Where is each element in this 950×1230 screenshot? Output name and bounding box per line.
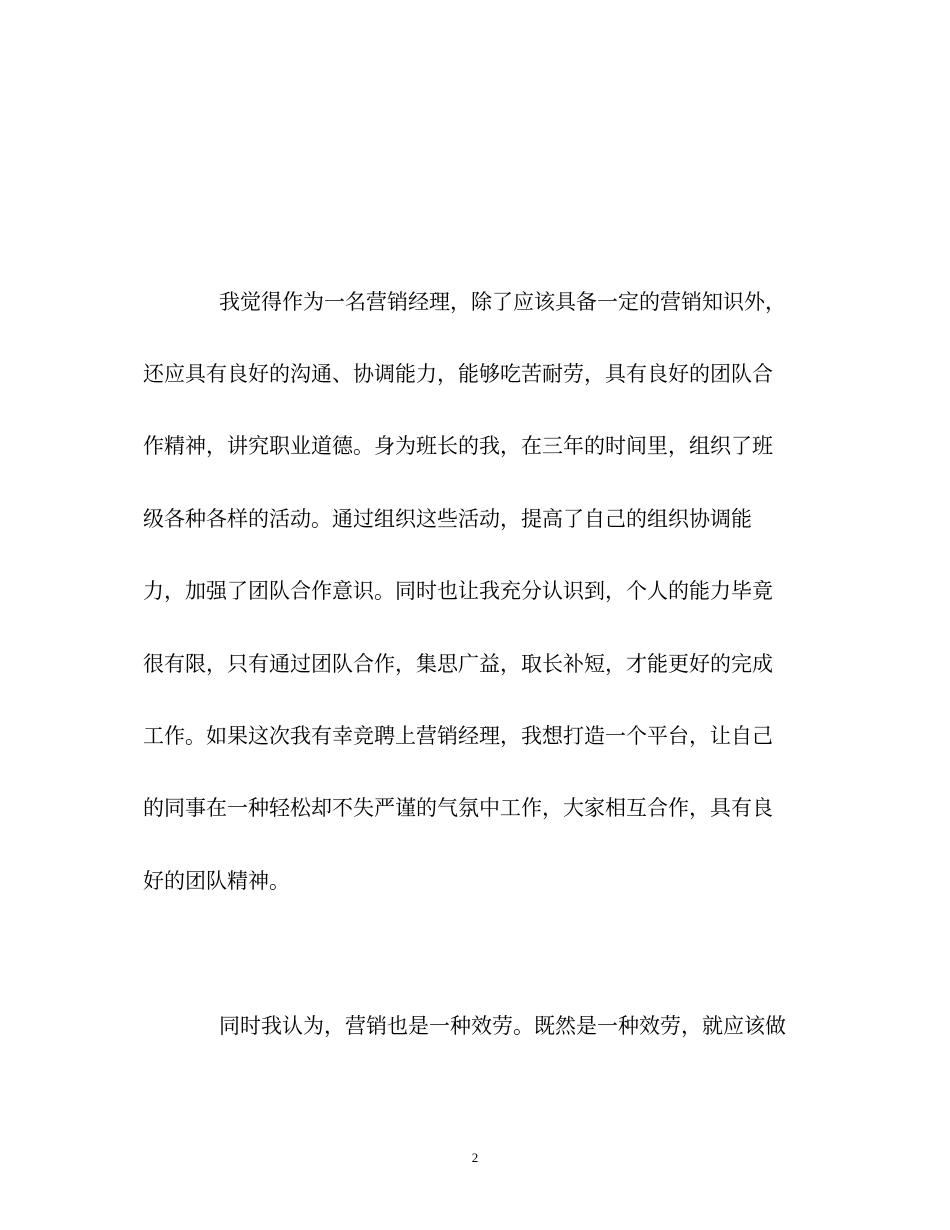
- paragraph-1-line-7: 工作。如果这次我有幸竞聘上营销经理，我想打造一个平台，让自己: [143, 724, 773, 748]
- paragraph-1-line-8: 的同事在一种轻松却不失严谨的气氛中工作，大家相互合作，具有良: [143, 796, 773, 820]
- paragraph-1-line-6: 很有限，只有通过团队合作，集思广益，取长补短，才能更好的完成: [143, 652, 773, 676]
- page-number: 2: [471, 1150, 479, 1165]
- paragraph-1-line-3: 作精神，讲究职业道德。身为班长的我，在三年的时间里，组织了班: [143, 434, 773, 458]
- paragraph-2-line-1: 同时我认为，营销也是一种效劳。既然是一种效劳，就应该做: [219, 1014, 786, 1038]
- paragraph-1-line-2: 还应具有良好的沟通、协调能力，能够吃苦耐劳，具有良好的团队合: [143, 362, 773, 386]
- paragraph-1-line-4: 级各种各样的活动。通过组织这些活动，提高了自己的组织协调能: [143, 507, 752, 531]
- paragraph-1-line-1: 我觉得作为一名营销经理，除了应该具备一定的营销知识外，: [219, 290, 786, 314]
- paragraph-1-line-5: 力，加强了团队合作意识。同时也让我充分认识到，个人的能力毕竟: [143, 579, 773, 603]
- paragraph-1-line-9: 好的团队精神。: [143, 869, 290, 893]
